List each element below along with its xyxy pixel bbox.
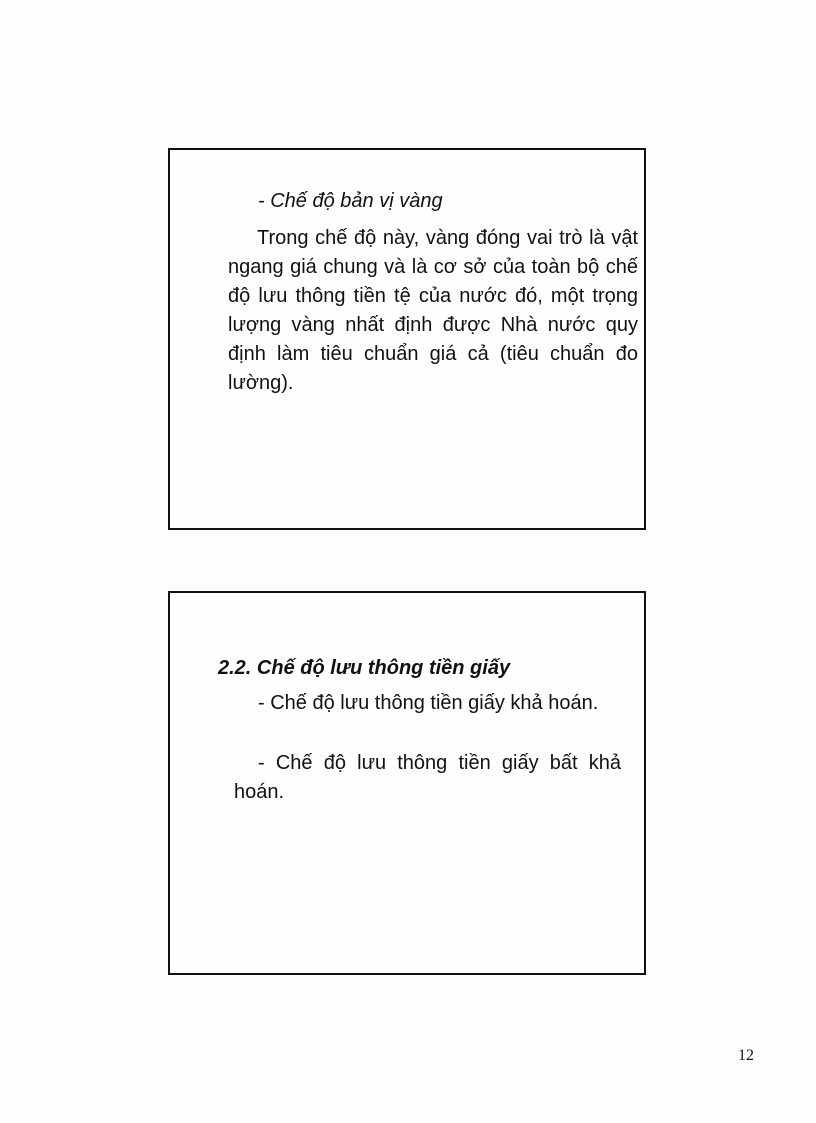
page-number: 12	[738, 1047, 754, 1064]
slide-2-item-text: - Chế độ lưu thông tiền giấy bất khả hoán.	[234, 752, 621, 803]
slide-2-item	[234, 749, 621, 807]
slide-1-body	[228, 224, 638, 398]
slide-2-item	[234, 689, 621, 718]
slide-2	[168, 591, 646, 975]
slide-2-title: 2.2. Chế độ lưu thông tiền giấy	[218, 657, 511, 679]
slide-1-heading: - Chế độ bản vị vàng	[258, 190, 443, 212]
slide-1	[168, 148, 646, 530]
slide-1-body-text: Trong chế độ này, vàng đóng vai trò là vật ngang giá chung và là cơ sở của toàn bộ chế độ lưu thông tiền tệ của nước đó, một trọng lượng vàng nhất định được Nhà nước quy định làm tiêu chuẩn giá cả (tiêu chuẩn đo lường).	[228, 227, 638, 394]
slide-2-item-text: - Chế độ lưu thông tiền giấy khả hoán.	[258, 692, 599, 714]
